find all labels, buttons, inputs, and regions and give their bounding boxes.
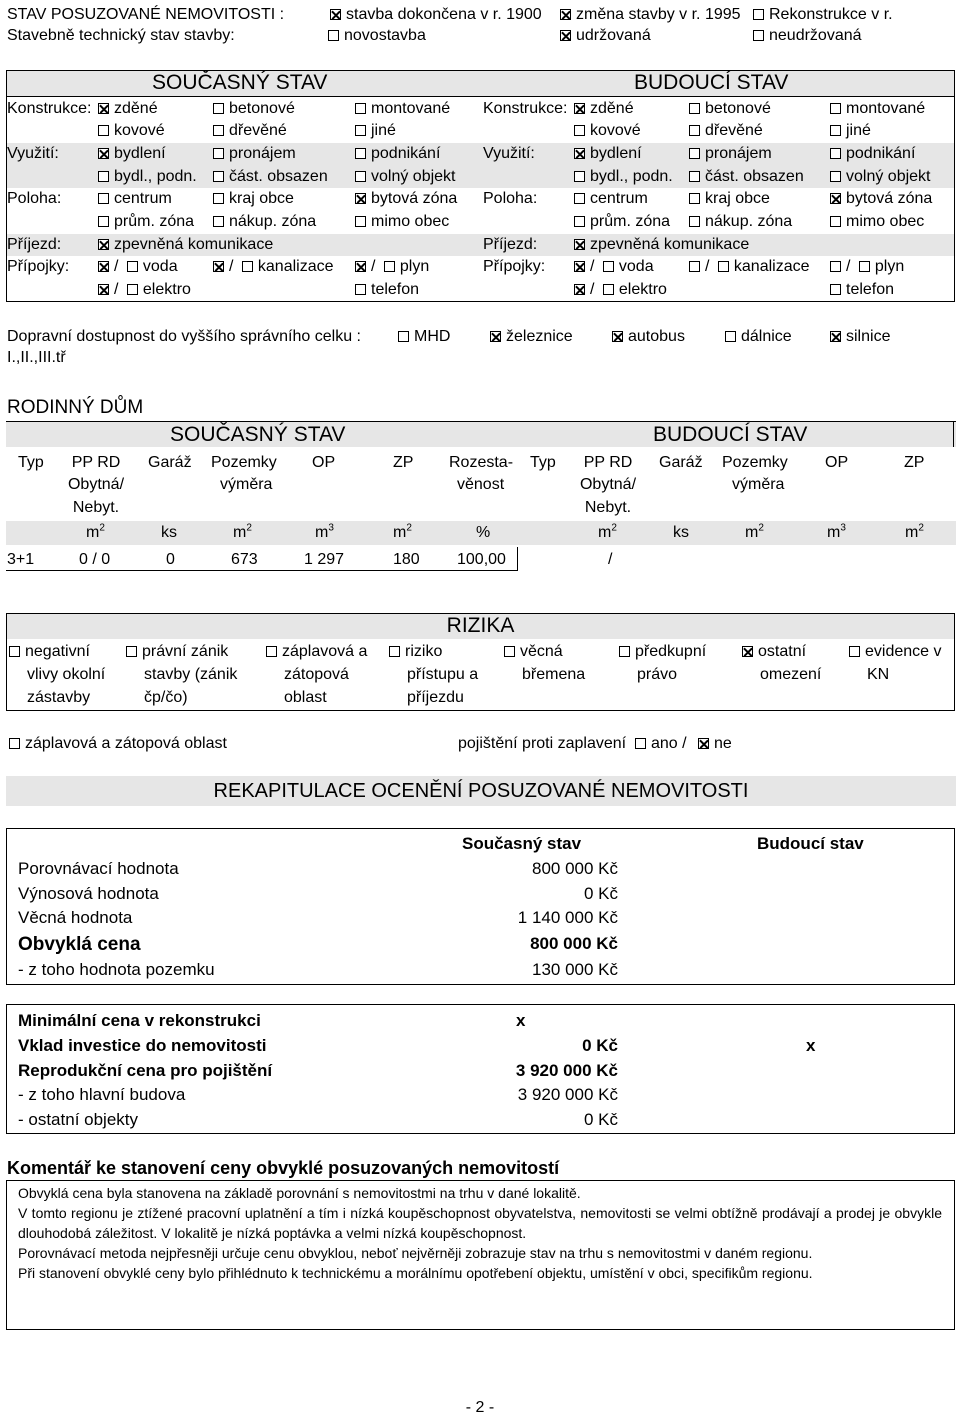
rd-header-band bbox=[6, 422, 956, 447]
checkbox-checked-icon bbox=[574, 261, 585, 272]
cur-montovane[interactable]: montované bbox=[355, 99, 450, 119]
fut-jine[interactable]: jiné bbox=[830, 121, 871, 141]
riziko-zaplavova[interactable]: záplavová a bbox=[266, 642, 367, 662]
zmena-stavby-option[interactable]: změna stavby v r. 1995 bbox=[560, 5, 741, 25]
cur-drevene[interactable]: dřevěné bbox=[213, 121, 287, 141]
transport-dalnice[interactable]: dálnice bbox=[725, 327, 792, 347]
checkbox-icon bbox=[574, 193, 585, 204]
fut-cast-obsazen[interactable]: část. obsazen bbox=[689, 167, 804, 187]
checkbox-checked-icon bbox=[698, 738, 709, 749]
cur-kraj-obce[interactable]: kraj obce bbox=[213, 189, 294, 209]
neudrzovana-option[interactable]: neudržovaná bbox=[753, 26, 862, 46]
cur-prum-zona[interactable]: prům. zóna bbox=[98, 212, 194, 232]
rd-title: RODINNÝ DŮM bbox=[7, 397, 144, 418]
udrzovana-option[interactable]: udržovaná bbox=[560, 26, 651, 46]
checkbox-icon bbox=[603, 261, 614, 272]
cur-mimo-obec[interactable]: mimo obec bbox=[355, 212, 449, 232]
checkbox-icon bbox=[355, 103, 366, 114]
rd-unit-rozest: % bbox=[476, 524, 491, 541]
fut-nakup-zona[interactable]: nákup. zóna bbox=[689, 212, 792, 232]
rekap2-row-future: x bbox=[806, 1036, 816, 1055]
checkbox-checked-icon bbox=[490, 331, 501, 342]
vyuziti-label: Využití: bbox=[7, 145, 59, 162]
rd-fut-h-zp: ZP bbox=[904, 454, 925, 471]
checkbox-icon bbox=[753, 9, 764, 20]
checkbox-icon bbox=[126, 646, 137, 657]
rd-fut-h-garaz: Garáž bbox=[659, 454, 703, 471]
riziko-negativni-l3: zástavby bbox=[27, 689, 91, 706]
riziko-predkupni[interactable]: předkupní bbox=[619, 642, 706, 662]
checkbox-icon bbox=[849, 646, 860, 657]
rekap2-row-label: - ostatní objekty bbox=[18, 1110, 139, 1129]
checkbox-icon bbox=[127, 261, 138, 272]
rd-current-heading: SOUČASNÝ STAV bbox=[170, 423, 346, 446]
cur-cast-obsazen[interactable]: část. obsazen bbox=[213, 167, 328, 187]
fut-poloha-label: Poloha: bbox=[483, 190, 538, 207]
checkbox-icon bbox=[98, 216, 109, 227]
cur-centrum[interactable]: centrum bbox=[98, 189, 172, 209]
riziko-predkupni-l2: právo bbox=[637, 666, 678, 683]
cur-pronajem[interactable]: pronájem bbox=[213, 144, 296, 164]
cur-podnikani[interactable]: podnikání bbox=[355, 144, 440, 164]
fut-voda[interactable]: / voda bbox=[574, 257, 654, 277]
cur-kovove[interactable]: kovové bbox=[98, 121, 165, 141]
rekap-row-label: - z toho hodnota pozemku bbox=[18, 960, 215, 979]
checkbox-icon bbox=[398, 331, 409, 342]
checkbox-checked-icon bbox=[98, 284, 109, 295]
rd-fut-row-pprd: / bbox=[608, 551, 613, 568]
fut-plyn[interactable]: / plyn bbox=[830, 257, 904, 277]
pojisteni-ne[interactable]: ne bbox=[698, 734, 732, 754]
checkbox-checked-icon bbox=[98, 261, 109, 272]
rekap2-row-current: 3 920 000 Kč bbox=[515, 1061, 618, 1080]
rekap-col-current: Současný stav bbox=[462, 834, 582, 853]
checkbox-icon bbox=[213, 193, 224, 204]
checkbox-icon bbox=[753, 30, 764, 41]
fut-drevene[interactable]: dřevěné bbox=[689, 121, 763, 141]
rd-row-typ: 3+1 bbox=[7, 551, 35, 568]
fut-pronajem[interactable]: pronájem bbox=[689, 144, 772, 164]
zaplavova-oblast-option[interactable]: záplavová a zátopová oblast bbox=[9, 734, 227, 754]
transport-silnice[interactable]: silnice bbox=[830, 327, 890, 347]
fut-kovove[interactable]: kovové bbox=[574, 121, 641, 141]
riziko-pristup-l2: přístupu a bbox=[407, 666, 479, 683]
poloha-label: Poloha: bbox=[7, 190, 62, 207]
rekap-col-future: Budoucí stav bbox=[757, 834, 864, 853]
checkbox-icon bbox=[619, 646, 630, 657]
rd-h-pprd: PP RD bbox=[71, 454, 121, 471]
rd-row-pprd: 0 / 0 bbox=[79, 551, 111, 568]
checkbox-checked-icon bbox=[330, 9, 341, 20]
checkbox-icon bbox=[725, 331, 736, 342]
rekap2-row-label: Minimální cena v rekonstrukci bbox=[18, 1011, 261, 1030]
checkbox-icon bbox=[355, 216, 366, 227]
tech-stav-label: Stavebně technický stav stavby: bbox=[7, 27, 235, 44]
rekap-row-current: 800 000 Kč bbox=[531, 859, 618, 878]
checkbox-icon bbox=[389, 646, 400, 657]
cur-voda[interactable]: / voda bbox=[98, 257, 178, 277]
rekap-row-label: Věcná hodnota bbox=[18, 908, 133, 927]
checkbox-icon bbox=[830, 284, 841, 295]
rekap-row-label: Porovnávací hodnota bbox=[18, 859, 179, 878]
cur-jine[interactable]: jiné bbox=[355, 121, 396, 141]
riziko-pravni-l2: stavby (zánik bbox=[144, 666, 238, 683]
comment-title: Komentář ke stanovení ceny obvyklé posuzovaných nemovitostí bbox=[7, 1158, 560, 1178]
checkbox-checked-icon bbox=[355, 261, 366, 272]
rd-row-rozest: 100,00 bbox=[457, 551, 506, 568]
checkbox-checked-icon bbox=[560, 30, 571, 41]
checkbox-checked-icon bbox=[574, 239, 585, 250]
cur-zdene[interactable]: zděné bbox=[98, 99, 158, 119]
cur-telefon[interactable]: telefon bbox=[355, 280, 419, 300]
rd-fut-h-nebyt: Nebyt. bbox=[584, 499, 632, 516]
checkbox-icon bbox=[9, 738, 20, 749]
rekap2-row-current: x bbox=[516, 1011, 526, 1030]
novostavba-option[interactable]: novostavba bbox=[328, 26, 426, 46]
checkbox-icon bbox=[689, 171, 700, 182]
comment-paragraph: Porovnávací metoda nejpřesněji určuje cenu obvyklou, neboť nejvěrněji zobrazuje stav na trhu s nemovitostmi v daném regionu. bbox=[18, 1245, 813, 1261]
riziko-evidence[interactable]: evidence v bbox=[849, 642, 942, 662]
cur-nakup-zona[interactable]: nákup. zóna bbox=[213, 212, 316, 232]
checkbox-icon bbox=[213, 103, 224, 114]
rekonstrukce-option[interactable]: Rekonstrukce v r. bbox=[753, 5, 893, 25]
fut-betonove[interactable]: betonové bbox=[689, 99, 771, 119]
cur-zpevnena[interactable]: zpevněná komunikace bbox=[98, 235, 273, 255]
transport-label: Dopravní dostupnost do vyššího správního celku : bbox=[7, 328, 361, 345]
checkbox-icon bbox=[830, 125, 841, 136]
checkbox-icon bbox=[718, 261, 729, 272]
rd-unit-zp: $m^2$ bbox=[393, 522, 412, 541]
rd-h-typ: Typ bbox=[18, 454, 44, 471]
riziko-pristup-l3: příjezdu bbox=[407, 689, 464, 706]
state-header-band bbox=[7, 71, 954, 96]
fut-kraj-obce[interactable]: kraj obce bbox=[689, 189, 770, 209]
comment-body bbox=[18, 1183, 942, 1283]
comment-paragraph: Při stanovení obvyklé ceny bylo přihlédnuto k technickému a morálnímu opotřebení objektu, umístění v obci, specifikům regionu. bbox=[18, 1265, 813, 1281]
fut-zpevnena[interactable]: zpevněná komunikace bbox=[574, 235, 749, 255]
checkbox-icon bbox=[830, 261, 841, 272]
checkbox-icon bbox=[574, 171, 585, 182]
checkbox-icon bbox=[830, 216, 841, 227]
riziko-pravni[interactable]: právní zánik bbox=[126, 642, 228, 662]
riziko-negativni-l2: vlivy okolní bbox=[27, 666, 106, 683]
transport-mhd[interactable]: MHD bbox=[398, 327, 450, 347]
rd-fut-h-typ: Typ bbox=[530, 454, 556, 471]
rd-fut-unit-garaz: ks bbox=[673, 524, 689, 541]
rd-fut-h-pozemky: Pozemky bbox=[722, 454, 788, 471]
fut-podnikani[interactable]: podnikání bbox=[830, 144, 915, 164]
checkbox-checked-icon bbox=[355, 193, 366, 204]
checkbox-icon bbox=[213, 148, 224, 159]
checkbox-checked-icon bbox=[574, 103, 585, 114]
checkbox-icon bbox=[355, 148, 366, 159]
checkbox-icon bbox=[689, 261, 700, 272]
rekap-row-label: Výnosová hodnota bbox=[18, 884, 159, 903]
checkbox-icon bbox=[603, 284, 614, 295]
rd-h-op: OP bbox=[312, 454, 336, 471]
checkbox-checked-icon bbox=[213, 261, 224, 272]
rekap-row-current: 0 Kč bbox=[583, 884, 618, 903]
rd-h-garaz: Garáž bbox=[148, 454, 192, 471]
comment-paragraph: Obvyklá cena byla stanovena na základě porovnání s nemovitostmi na trhu v dané lokalitě. bbox=[18, 1185, 581, 1201]
riziko-ostatni-l2: omezení bbox=[760, 666, 822, 683]
rd-fut-unit-pprd: $m^2$ bbox=[598, 522, 617, 541]
transport-zeleznice[interactable]: železnice bbox=[490, 327, 573, 347]
checkbox-icon bbox=[830, 171, 841, 182]
checkbox-checked-icon bbox=[98, 239, 109, 250]
prijezd-label: Příjezd: bbox=[7, 236, 62, 253]
konstrukce-label: Konstrukce: bbox=[7, 100, 92, 117]
cur-plyn[interactable]: / plyn bbox=[355, 257, 429, 277]
rd-fut-unit-zp: $m^2$ bbox=[905, 522, 924, 541]
page-number: - 2 - bbox=[465, 1399, 495, 1416]
riziko-vecna[interactable]: věcná bbox=[504, 642, 563, 662]
pojisteni-ano[interactable]: ano / bbox=[635, 734, 687, 754]
rekap-row-current: 130 000 Kč bbox=[531, 960, 618, 979]
transport-autobus[interactable]: autobus bbox=[612, 327, 685, 347]
checkbox-icon bbox=[689, 148, 700, 159]
checkbox-icon bbox=[574, 125, 585, 136]
rd-h-rozesta: Rozesta- bbox=[449, 454, 514, 471]
rd-fut-unit-op: $m^3$ bbox=[827, 522, 846, 541]
rd-h-obytna: Obytná/ bbox=[67, 476, 125, 493]
checkbox-icon bbox=[213, 216, 224, 227]
fut-vyuziti-label: Využití: bbox=[483, 145, 535, 162]
checkbox-icon bbox=[574, 216, 585, 227]
fut-pripojky-label: Přípojky: bbox=[483, 258, 546, 275]
checkbox-checked-icon bbox=[612, 331, 623, 342]
checkbox-checked-icon bbox=[830, 193, 841, 204]
transport-silnice-cont: I.,II.,III.tř bbox=[7, 349, 66, 366]
checkbox-icon bbox=[127, 284, 138, 295]
checkbox-checked-icon bbox=[98, 103, 109, 114]
checkbox-icon bbox=[9, 646, 20, 657]
rd-row-pozemky: 673 bbox=[231, 551, 258, 568]
fut-prum-zona[interactable]: prům. zóna bbox=[574, 212, 670, 232]
pojisteni-label: pojištění proti zaplavení bbox=[458, 735, 627, 752]
checkbox-icon bbox=[98, 193, 109, 204]
cur-bydleni[interactable]: bydlení bbox=[98, 144, 166, 164]
rd-unit-pprd: $m^2$ bbox=[86, 522, 105, 541]
fut-mimo-obec[interactable]: mimo obec bbox=[830, 212, 924, 232]
rd-h-pozemky: Pozemky bbox=[211, 454, 277, 471]
fut-kanalizace[interactable]: / kanalizace bbox=[689, 257, 810, 277]
fut-prijezd-label: Příjezd: bbox=[483, 236, 538, 253]
riziko-zaplavova-l2: zátopová bbox=[284, 666, 349, 683]
property-status-title: STAV POSUZOVANÉ NEMOVITOSTI : bbox=[7, 6, 285, 23]
comment-paragraph: V tomto regionu je ztížené pracovní uplatnění a tím i nízká koupěschopnost obyvatelstva, nemovitosti se velmi obtížně prodávají a prodej je obvykle dlouhodobá záležitost. V lokalitě je nízká poptávka a velmi nízká koupěschopnost. bbox=[18, 1205, 942, 1241]
riziko-evidence-l2: KN bbox=[867, 666, 890, 683]
checkbox-icon bbox=[830, 148, 841, 159]
cur-bytova-zona[interactable]: bytová zóna bbox=[355, 189, 457, 209]
fut-volny-objekt[interactable]: volný objekt bbox=[830, 167, 931, 187]
cur-volny-objekt[interactable]: volný objekt bbox=[355, 167, 456, 187]
checkbox-icon bbox=[355, 125, 366, 136]
rizika-heading: RIZIKA bbox=[446, 614, 515, 637]
fut-centrum[interactable]: centrum bbox=[574, 189, 648, 209]
pripojky-label: Přípojky: bbox=[7, 258, 70, 275]
checkbox-icon bbox=[830, 103, 841, 114]
rekap-obvykla-cena-value: 800 000 Kč bbox=[530, 934, 618, 953]
checkbox-icon bbox=[859, 261, 870, 272]
checkbox-icon bbox=[328, 30, 339, 41]
checkbox-icon bbox=[689, 125, 700, 136]
checkbox-checked-icon bbox=[98, 148, 109, 159]
checkbox-icon bbox=[504, 646, 515, 657]
riziko-ostatni[interactable]: ostatní bbox=[742, 642, 806, 662]
rekap-obvykla-cena-label: Obvyklá cena bbox=[18, 934, 141, 955]
checkbox-icon bbox=[689, 193, 700, 204]
rd-h-venost: věnost bbox=[457, 476, 505, 493]
rekap2-row-current: 3 920 000 Kč bbox=[517, 1085, 618, 1104]
checkbox-icon bbox=[355, 284, 366, 295]
rd-unit-pozemky: $m^2$ bbox=[233, 522, 252, 541]
checkbox-checked-icon bbox=[560, 9, 571, 20]
rekap2-row-current: 0 Kč bbox=[582, 1036, 618, 1055]
checkbox-icon bbox=[689, 216, 700, 227]
checkbox-icon bbox=[98, 171, 109, 182]
rd-h-vymera: výměra bbox=[220, 476, 273, 493]
riziko-zaplavova-l3: oblast bbox=[284, 689, 327, 706]
checkbox-icon bbox=[635, 738, 646, 749]
rekap2-row-label: Vklad investice do nemovitosti bbox=[18, 1036, 267, 1055]
rd-unit-garaz: ks bbox=[161, 524, 177, 541]
checkbox-icon bbox=[242, 261, 253, 272]
checkbox-icon bbox=[213, 171, 224, 182]
rekap-heading: REKAPITULACE OCENĚNÍ POSUZOVANÉ NEMOVITOSTI bbox=[213, 780, 749, 802]
checkbox-checked-icon bbox=[574, 148, 585, 159]
checkbox-icon bbox=[213, 125, 224, 136]
rd-fut-h-vymera: výměra bbox=[732, 476, 785, 493]
rekap2-row-current: 0 Kč bbox=[583, 1110, 618, 1129]
checkbox-icon bbox=[689, 103, 700, 114]
fut-konstrukce-label: Konstrukce: bbox=[483, 100, 568, 117]
riziko-vecna-l2: břemena bbox=[522, 666, 586, 683]
rd-row-garaz: 0 bbox=[166, 551, 175, 568]
fut-elektro[interactable]: / elektro bbox=[574, 280, 667, 300]
cur-betonove[interactable]: betonové bbox=[213, 99, 295, 119]
rd-row-op: 1 297 bbox=[304, 551, 345, 568]
checkbox-checked-icon bbox=[574, 284, 585, 295]
rd-fut-h-obytna: Obytná/ bbox=[579, 476, 637, 493]
rd-fut-unit-pozemky: $m^2$ bbox=[745, 522, 764, 541]
rd-h-nebyt: Nebyt. bbox=[72, 499, 120, 516]
cur-elektro[interactable]: / elektro bbox=[98, 280, 191, 300]
rekap-row-current: 1 140 000 Kč bbox=[517, 908, 618, 927]
rd-future-heading: BUDOUCÍ STAV bbox=[653, 423, 808, 446]
checkbox-checked-icon bbox=[742, 646, 753, 657]
fut-bytova-zona[interactable]: bytová zóna bbox=[830, 189, 932, 209]
fut-bydleni[interactable]: bydlení bbox=[574, 144, 642, 164]
current-state-heading: SOUČASNÝ STAV bbox=[152, 71, 328, 94]
checkbox-icon bbox=[266, 646, 277, 657]
rd-fut-h-op: OP bbox=[825, 454, 849, 471]
cur-kanalizace[interactable]: / kanalizace bbox=[213, 257, 334, 277]
checkbox-icon bbox=[355, 171, 366, 182]
rekap2-row-label: Reprodukční cena pro pojištění bbox=[18, 1061, 273, 1080]
checkbox-icon bbox=[384, 261, 395, 272]
checkbox-icon bbox=[98, 125, 109, 136]
cur-bydl-podn[interactable]: bydl., podn. bbox=[98, 167, 197, 187]
future-state-heading: BUDOUCÍ STAV bbox=[634, 71, 789, 94]
checkbox-checked-icon bbox=[830, 331, 841, 342]
rd-h-zp: ZP bbox=[393, 454, 414, 471]
fut-zdene[interactable]: zděné bbox=[574, 99, 634, 119]
rd-fut-h-pprd: PP RD bbox=[583, 454, 633, 471]
fut-telefon[interactable]: telefon bbox=[830, 280, 894, 300]
fut-bydl-podn[interactable]: bydl., podn. bbox=[574, 167, 673, 187]
rekap2-row-label: - z toho hlavní budova bbox=[18, 1085, 186, 1104]
rd-unit-op: $m^3$ bbox=[315, 522, 334, 541]
riziko-pravni-l3: čp/čo) bbox=[144, 689, 188, 706]
rd-row-zp: 180 bbox=[393, 551, 420, 568]
fut-montovane[interactable]: montované bbox=[830, 99, 925, 119]
stavba-dokoncena-option[interactable]: stavba dokončena v r. 1900 bbox=[330, 5, 542, 25]
riziko-pristup[interactable]: riziko bbox=[389, 642, 442, 662]
riziko-negativni[interactable]: negativní bbox=[9, 642, 90, 662]
